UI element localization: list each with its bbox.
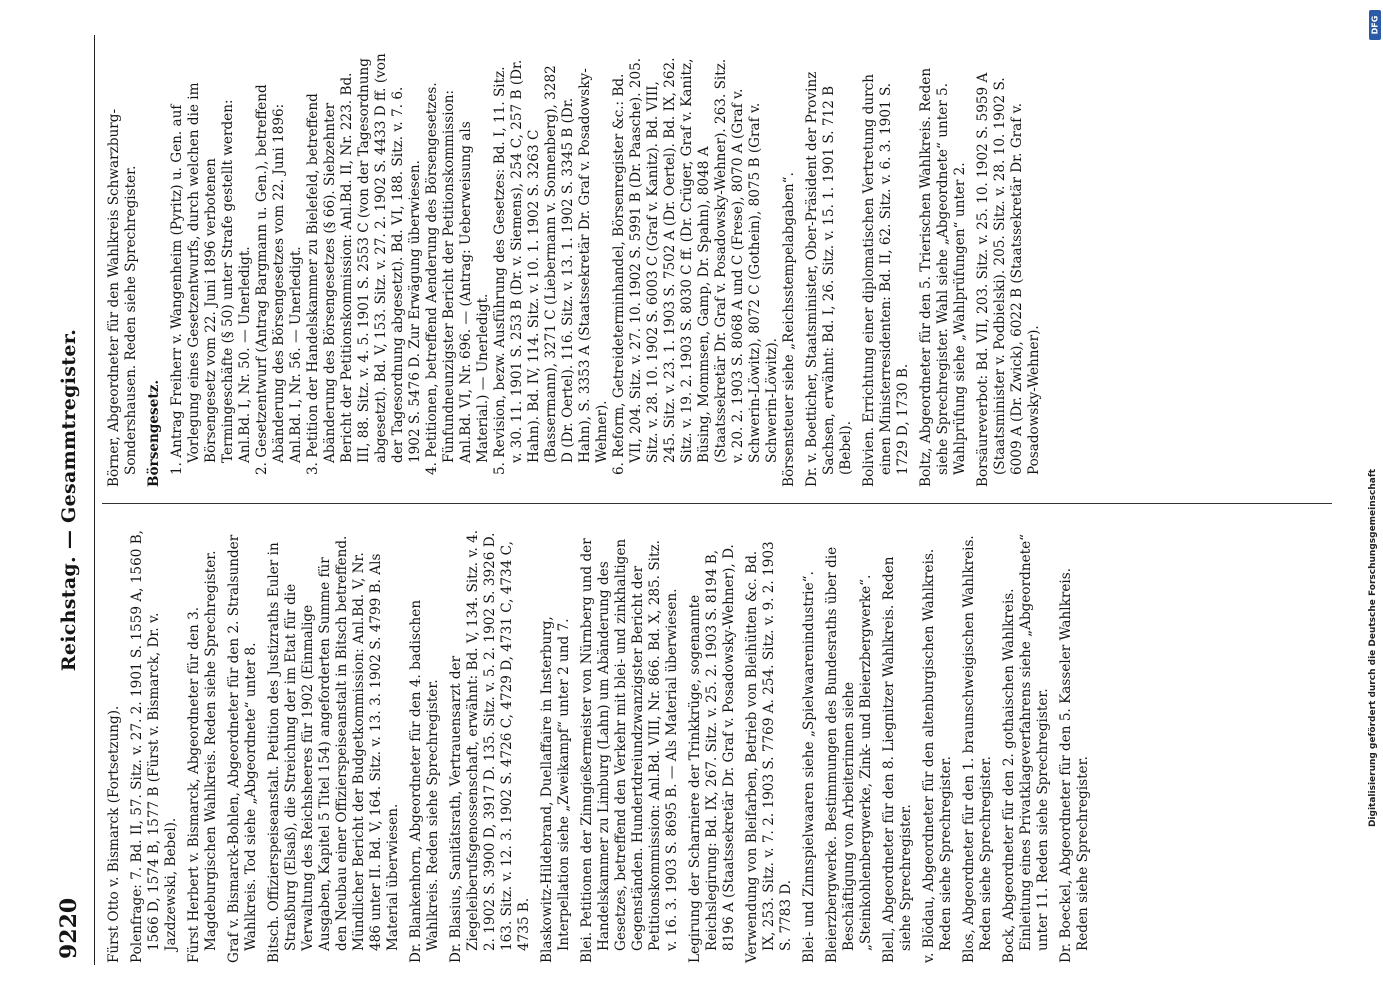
index-entry: Börner, Abgeordneter für den Wahlkreis Schwarzburg-Sondershausen. Reden siehe Sprechregister. <box>105 108 139 487</box>
index-entry: Blaskowitz-Hildebrand, Duellaffaire in Insterburg, Interpellation siehe „Zweikampf“ unter 2 und 7. <box>538 616 572 963</box>
index-entry: Dr. Boeckel, Abgeordneter für den 5. Kasseler Wahlkreis. Reden siehe Sprechregister. <box>1057 567 1091 963</box>
page-title: Reichstag. — Gesammtregister. <box>57 328 80 672</box>
index-entry: Verwendung von Bleifarben, Betrieb von Bleihütten &c. Bd. IX, 253. Sitz. v. 7. 2. 1903 S. 7769 A. 254. Sitz. v. 9. 2. 1903 S. 7783 D. <box>743 541 794 963</box>
index-entry: Bitsch. Offizierspeiseanstalt. Petition des Justizraths Euler in Straßburg (Elsaß), die Streichung der im Etat für die Verwaltung des Reichsheeres für 1902 (Einmalige Ausgaben, Kapitel 5 Titel 154) angeforderten Summe für den Neubau einer Offizierspeiseanstalt in Bitsch betreffend. Mündlicher Bericht der Budgetkommission: Anl.Bd. V, Nr. 486 unter II. Bd. V, 164. Sitz. v. 13. 3. 1902 S. 4799 B. Als Material überwiesen. <box>265 535 401 963</box>
index-entry: Fürst Otto v. Bismarck (Fortsetzung). <box>105 705 122 963</box>
column-divider <box>102 503 1332 504</box>
index-entry: Bolivien. Errichtung einer diplomatischen Vertretung durch einen Ministerresidenten: Bd. II, 62. Sitz. v. 6. 3. 1901 S. 1729 D, 1730 B. <box>860 74 911 487</box>
index-entry: v. Blödau, Abgeordneter für den altenburgischen Wahlkreis. Reden siehe Sprechregister. <box>920 548 954 963</box>
index-entry: Polenfrage: 7. Bd. II, 57. Sitz. v. 27. 2. 1901 S. 1559 A, 1560 B, 1566 D, 1574 B, 1577 B (Fürst v. Bismarck, Dr. v. Jazdzewski, Bebel). <box>128 529 179 963</box>
index-entry: Blei. Petitionen der Zinngießermeister von Nürnberg und der Handelskammer zu Limburg (Lahn) um Abänderung des Gesetzes, betreffend den Verkehr mit blei- und zinkhaltigen Gegenständen. Hundertdreiundzwanzigster Bericht der Petitionskommission: Anl.Bd. VIII, Nr. 866. Bd. X, 285. Sitz. v. 16. 3. 1903 S. 8695 B. — Als Material überwiesen. <box>578 538 680 963</box>
left-column <box>105 529 1091 963</box>
index-entry: Boltz, Abgeordneter für den 5. Trierischen Wahlkreis. Reden siehe Sprechregister. Wahl siehe „Abgeordnete“ unter 5. Wahlprüfung siehe „Wahlprüfungen“ unter 2. <box>917 67 968 487</box>
right-column <box>106 53 1116 487</box>
index-subentry: 2. Gesetzentwurf (Antrag Bargmann u. Gen.), betreffend Abänderung des Börsengesetzes vom 22. Juni 1896: Anl.Bd. I, Nr. 56. — Unerledigt. <box>253 84 304 475</box>
index-subentry: 6. Reform, Getreideterminhandel, Börsenregister &c.: Bd. VII, 204. Sitz. v. 27. 10. 1902 S. 5991 B (Dr. Paasche). 205. Sitz. v. 28. 10. 1902 S. 6003 C (Graf v. Kanitz). Bd. VIII, 245. Sitz. v. 23. 1. 1903 S. 7502 A (Dr. Oertel). Bd. IX, 262. Sitz. v. 19. 2. 1903 S. 8030 C ff. (Dr. Crüger, Graf v. Kanitz, Büsing, Mommsen, Gamp, Dr. Spahn), 8048 A (Staatssekretär Dr. Graf v. Posadowsky-Wehner). 263. Sitz. v. 20. 2. 1903 S. 8068 A und C (Frese), 8070 A (Graf v. Schwerin-Löwitz), 8072 C (Gothein), 8075 B (Graf v. Schwerin-Löwitz). <box>610 57 780 475</box>
index-subentry: 5. Revision, bezw. Ausführung des Gesetzes: Bd. I, 11. Sitz. v. 30. 11. 1901 S. 253 B (Dr. v. Siemens), 254 C, 257 B (Dr. Hahn). Bd. IV, 114. Sitz. v. 10. 1. 1902 S. 3263 C (Bassermann), 3271 C (Liebermann v. Sonnenberg), 3282 D (Dr. Oertel). 116. Sitz. v. 13. 1. 1902 S. 3345 B (Dr. Hahn), S. 3353 A (Staatssekretär Dr. Graf v. Posadowsky-Wehner). <box>491 59 610 475</box>
index-entry: Legirung der Scharniere der Trinkkrüge, sogenannte Reichslegirung: Bd. IX, 267. Sitz. v. 25. 2. 1903 S. 8194 B, 8196 A (Staatssekretär Dr. Graf v. Posadowsky-Wehner), D. <box>686 544 737 963</box>
index-entry: Borsäureverbot: Bd. VII, 203. Sitz. v. 25. 10. 1902 S. 5959 A (Staatsminister v. Podbielski). 205. Sitz. v. 28. 10. 1902 S. 6009 A (Dr. Zwick), 6022 B (Staatssekretär Dr. Graf v. Posadowsky-Wehner). <box>974 72 1042 487</box>
index-entry: Blei- und Zinnspielwaaren siehe „Spielwaarenindustrie“. <box>800 571 817 963</box>
index-entry: Bleierzbergwerke. Bestimmungen des Bundesraths über die Beschäftigung von Arbeiterinnen siehe „Steinkohlenbergwerke, Zink- und Bleierzbergwerke“. <box>823 546 874 963</box>
index-subentry: 3. Petition der Handelskammer zu Bielefeld, betreffend Abänderung des Börsengesetzes (§ 66). Siebzehnter Bericht der Petitionskommission: Anl.Bd. II, Nr. 223. Bd. III, 88. Sitz. v. 4. 5. 1901 S. 2553 C (von der Tagesordnung abgesetzt). Bd. V, 153. Sitz. v. 27. 2. 1902 S. 4433 D ff. (von der Tagesordnung abgesetzt). Bd. VI, 188. Sitz. v. 7. 6. 1902 S. 5476 D. Zur Erwägung überwiesen. <box>304 53 423 475</box>
dfg-logo-text: DFG <box>1370 15 1380 35</box>
digitization-note <box>1366 8 1380 988</box>
page-header <box>42 35 95 965</box>
index-entry: Blos, Abgeordneter für den 1. braunschweigischen Wahlkreis. Reden siehe Sprechregister. <box>960 535 994 963</box>
index-subentry: 1. Antrag Freiherr v. Wangenheim (Pyritz) u. Gen. auf Vorlegung eines Gesetzentwurfs, durch welchen die im Börsengesetz vom 22. Juni 1896 verbotenen Termingeschäfte (§ 50) unter Strafe gestellt werden: Anl.Bd. I, Nr. 50. — Unerledigt. <box>168 82 253 475</box>
index-page <box>42 35 1342 965</box>
index-entry: Graf v. Bismarck-Bohlen, Abgeordneter für den 2. Stralsunder Wahlkreis. Tod siehe „Abgeordnete“ unter 8. <box>225 534 259 963</box>
index-entry: Dr. Blankenhorn, Abgeordneter für den 4. badischen Wahlkreis. Reden siehe Sprechregister. <box>407 599 441 963</box>
index-subentry: 4. Petitionen, betreffend Aenderung des Börsengesetzes. Fünfundneunzigster Bericht der Petitionskommission: Anl.Bd. VI, Nr. 696. — (Antrag: Ueberweisung als Material.) — Unerledigt. <box>423 82 491 475</box>
index-entry: Börsensteuer siehe „Reichsstempelabgaben“. <box>780 172 797 487</box>
index-entry: Bock, Abgeordneter für den 2. gothaischen Wahlkreis. Einleitung eines Privatklageverfahrens siehe „Abgeordnete“ unter 11. Reden siehe Sprechregister. <box>1000 533 1051 963</box>
index-entry: Fürst Herbert v. Bismarck, Abgeordneter für den 3. Magdeburgischen Wahlkreis. Reden siehe Sprechregister. <box>185 550 219 963</box>
index-entry: Dr. Blasius, Sanitätsrath, Vertrauensarzt der Ziegeleiberufsgenossenschaft, erwähnt: Bd. V, 134. Sitz. v. 4. 2. 1902 S. 3900 D, 3917 D. 135. Sitz. v. 5. 2. 1902 S. 3926 D. 163. Sitz. v. 12. 3. 1902 S. 4726 C, 4729 D, 4731 C, 4734 C, 4735 B. <box>447 529 532 963</box>
funding-credit: Digitalisierung gefördert durch die Deutsche Forschungsgemeinschaft <box>1368 468 1378 828</box>
page-number: 9220 <box>55 897 82 959</box>
index-heading: Börsengesetz. <box>145 379 162 487</box>
dfg-logo <box>1369 10 1381 40</box>
index-entry: Blell, Abgeordneter für den 8. Liegnitzer Wahlkreis. Reden siehe Sprechregister. <box>880 556 914 963</box>
index-entry: Dr. v. Boetticher, Staatsminister, Ober-Präsident der Provinz Sachsen, erwähnt: Bd. I, 26. Sitz. v. 15. 1. 1901 S. 712 B (Bebel). <box>803 71 854 487</box>
